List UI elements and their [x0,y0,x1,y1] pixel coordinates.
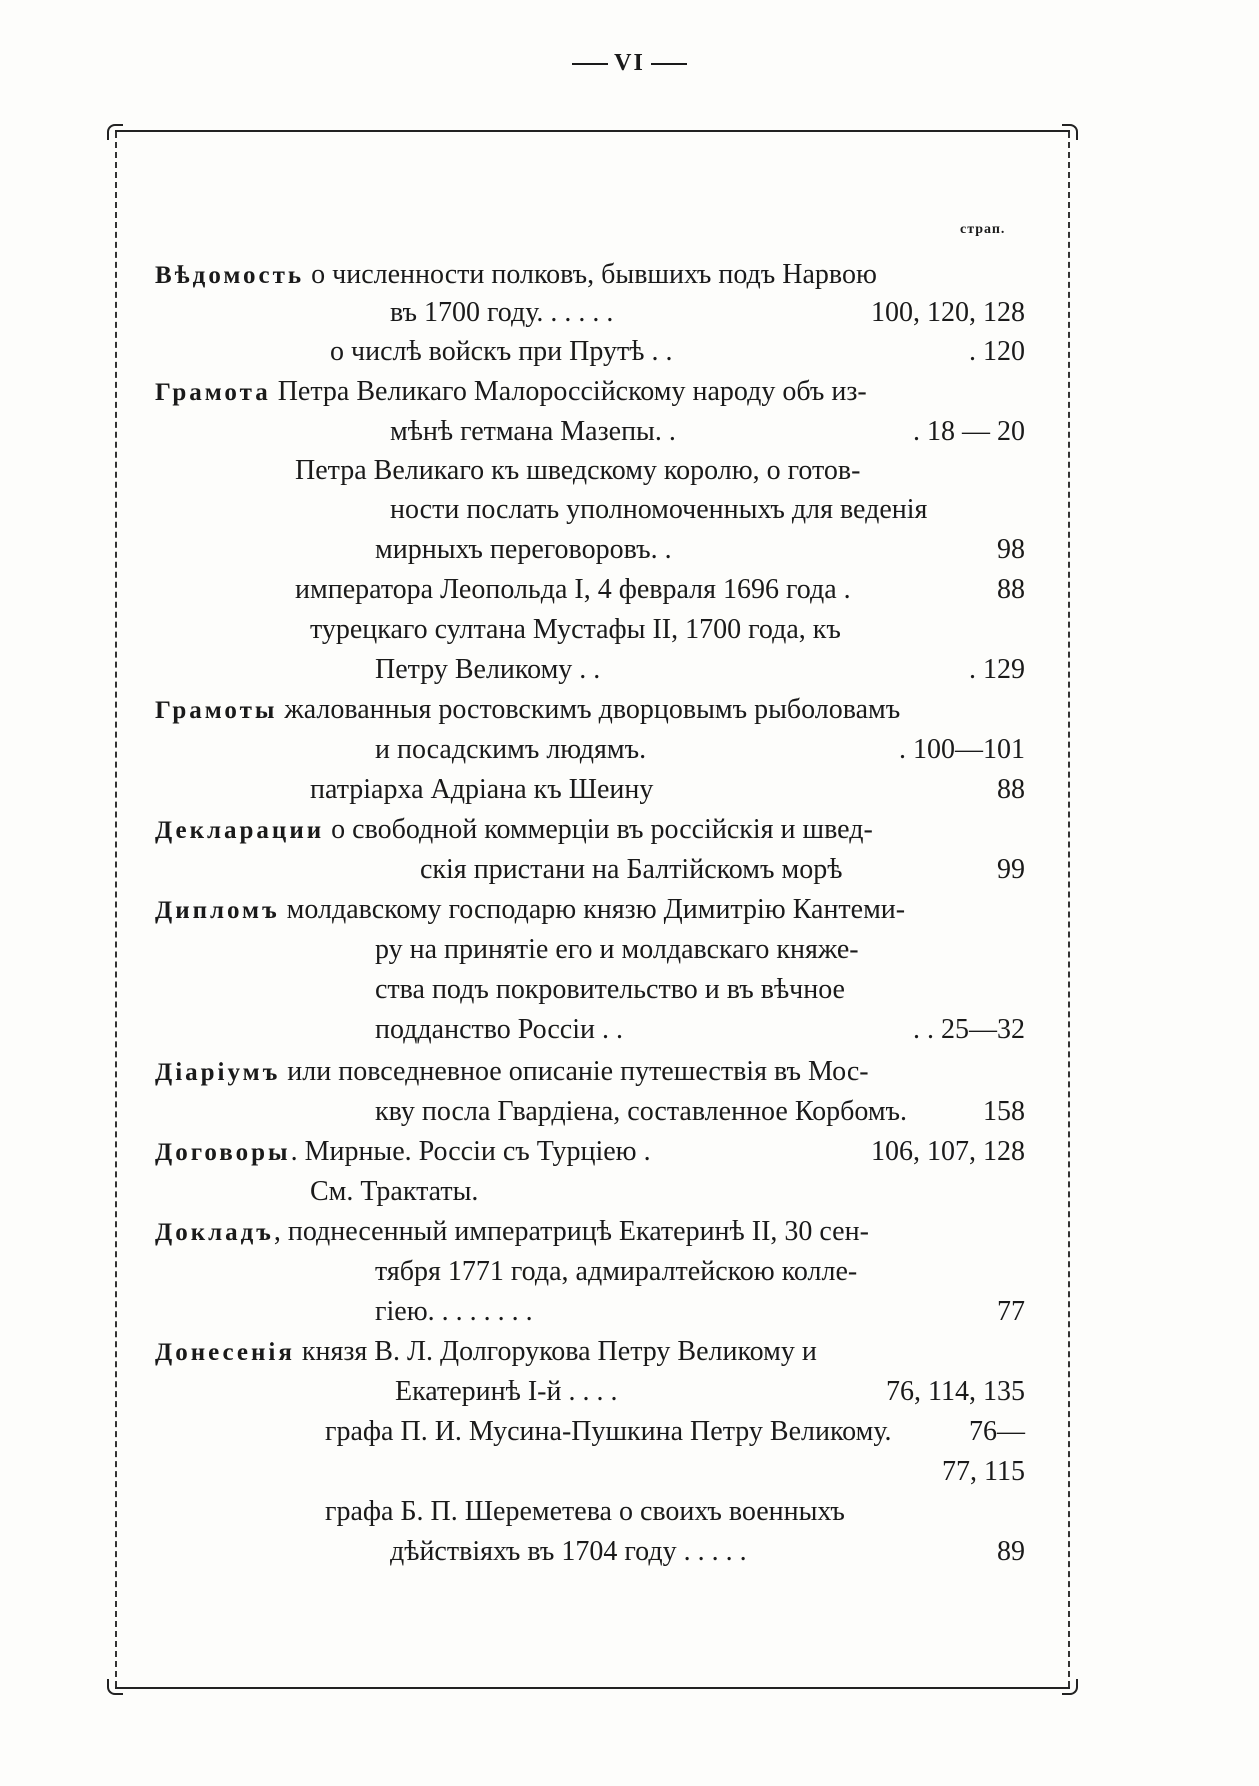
index-line-text [390,293,613,333]
index-description: Петра Великаго Малороссійскому народу объ из- [270,376,867,407]
index-line-text [390,412,676,452]
index-page-ref: . . 25—32 [913,1014,1025,1045]
index-keyword: Договоры [155,1139,291,1166]
index-line [310,1172,1025,1212]
index-line [375,530,1025,570]
index-line-text [375,930,859,970]
frame-corner-top-left [107,124,123,140]
index-line-text [375,1292,533,1332]
index-keyword: Грамоты [155,697,278,724]
frame-corner-bottom-left [107,1679,123,1695]
index-description: о численности полковъ, бывшихъ подъ Нарвою [304,259,877,290]
index-line [155,372,1025,412]
index-line [325,1492,1025,1532]
index-line [155,1332,1025,1372]
index-page-ref: . 120 [969,336,1025,367]
index-description: ру на принятіе его и молдавскаго княже- [375,934,859,965]
index-description: или повседневное описаніе путешествія въ Мос- [280,1056,869,1087]
index-line [375,1010,1025,1050]
index-description: графа П. И. Мусина-Пушкина Петру Великому. [325,1416,892,1447]
index-keyword: Дипломъ [155,897,280,924]
index-line [375,650,1025,690]
index-description: жалованныя ростовскимъ дворцовымъ рыболовамъ [277,694,901,725]
index-page-ref: 98 [997,534,1025,565]
index-line [155,255,1025,295]
index-line [310,770,1025,810]
index-line [295,451,1025,491]
index-description: скія пристани на Балтійскомъ морѣ [420,854,843,885]
index-line-text [310,770,653,810]
index-line-text [155,810,873,851]
index-page-ref: 76— [969,1416,1025,1447]
right-ornament [651,63,687,65]
index-line-text [310,1172,478,1212]
index-page-ref: 99 [997,854,1025,885]
index-line [375,930,1025,970]
index-page-ref: 88 [997,774,1025,805]
index-line [390,293,1025,333]
frame-right-border [1068,132,1070,1687]
index-line [155,810,1025,850]
index-description: Петру Великому . . [375,654,601,685]
index-description: князя В. Л. Долгорукова Петру Великому и [294,1336,817,1367]
index-description: тября 1771 года, адмиралтейскою колле- [375,1256,858,1287]
index-line [390,1532,1025,1572]
index-page-ref: . 18 — 20 [913,416,1025,447]
index-line-text [310,610,841,650]
index-line [155,690,1025,730]
index-keyword: Грамота [155,379,271,406]
index-line [375,1252,1025,1292]
index-page-ref: 88 [997,574,1025,605]
index-keyword: Вѣдомость [155,262,305,289]
index-line-text [375,530,672,570]
index-line [375,730,1025,770]
index-line [295,570,1025,610]
index-description: дѣйствіяхъ въ 1704 году . . . . . [390,1536,747,1567]
index-description: въ 1700 году. . . . . . [390,297,614,328]
index-line [310,610,1025,650]
index-description: . Мирные. Россіи съ Турціею . [290,1136,651,1167]
index-line-text [330,332,672,372]
index-line-text [155,1212,869,1253]
index-line-text [325,1412,892,1452]
index-description: ства подъ покровительство и въ вѣчное [375,974,845,1005]
index-line-text [375,650,600,690]
index-description: о свободной коммерціи въ россійскія и швед- [324,814,873,845]
index-description: Екатеринѣ I-й . . . . [395,1376,618,1407]
index-line-text [375,1010,623,1050]
index-line [375,1092,1025,1132]
index-line [420,850,1025,890]
index-line [390,490,1025,530]
index-line-text [295,451,860,491]
index-line-text [295,570,851,610]
index-description: кву посла Гвардіена, составленное Корбомъ. [375,1096,908,1127]
index-page-ref: 158 [983,1096,1025,1127]
index-line-text [420,850,842,890]
index-line-text [375,1092,907,1132]
index-line-text [155,1132,651,1173]
index-line-text [375,1252,857,1292]
page-number-text: VI [614,50,645,76]
index-line [155,1132,1025,1172]
index-line-text [395,1372,617,1412]
index-line-text [325,1492,845,1532]
index-line [155,1212,1025,1252]
index-keyword: Діаріумъ [155,1059,281,1086]
index-line-text [155,255,877,296]
index-description: графа Б. П. Шереметева о своихъ военныхъ [325,1496,845,1527]
index-page-ref: 77, 115 [942,1456,1025,1487]
index-line [390,412,1025,452]
index-description: и посадскимъ людямъ. [375,734,647,765]
index-description: гіею. . . . . . . . [375,1296,533,1327]
index-line-text [155,1052,869,1093]
index-line [0,1452,1025,1492]
index-page-ref: 100, 120, 128 [871,297,1025,328]
index-description: См. Трактаты. [310,1176,479,1207]
index-description: Петра Великаго къ шведскому королю, о готов- [295,455,861,486]
index-description: молдавскому господарю князю Димитрію Кантеми- [279,894,906,925]
index-line-text [390,1532,747,1572]
index-line [330,332,1025,372]
index-keyword: Донесенія [155,1339,295,1366]
index-page-ref: 106, 107, 128 [871,1136,1025,1167]
index-line-text [155,690,900,731]
index-line-text [375,730,646,770]
index-line [155,890,1025,930]
index-page-ref: . 129 [969,654,1025,685]
index-page-ref: 76, 114, 135 [886,1376,1025,1407]
index-page-ref: 77 [997,1296,1025,1327]
index-page-ref: . 100—101 [899,734,1025,765]
page-number [0,50,1259,77]
index-line [325,1412,1025,1452]
index-description: , поднесенный императрицѣ Екатеринѣ II, 30 сен- [273,1216,869,1247]
frame-corner-top-right [1062,124,1078,140]
index-line [395,1372,1025,1412]
index-line-text [155,372,867,413]
index-line [375,1292,1025,1332]
page-column-header: страп. [960,222,1006,237]
index-keyword: Докладъ [155,1219,274,1246]
index-line [375,970,1025,1010]
frame-corner-bottom-right [1062,1679,1078,1695]
index-page-ref: 89 [997,1536,1025,1567]
index-description: ности послать уполномоченныхъ для веденія [390,494,928,525]
index-line-text [155,1332,817,1373]
index-line-text [375,970,845,1010]
index-description: императора Леопольда I, 4 февраля 1696 года . [295,574,851,605]
index-line-text [155,890,905,931]
left-ornament [572,63,608,65]
index-description: патріарха Адріана къ Шеину [310,774,654,805]
index-description: турецкаго султана Мустафы II, 1700 года, къ [310,614,841,645]
index-keyword: Декларации [155,817,325,844]
index-line-text [390,490,927,530]
index-line [155,1052,1025,1092]
index-description: о числѣ войскъ при Прутѣ . . [330,336,673,367]
index-description: мѣнѣ гетмана Мазепы. . [390,416,676,447]
index-description: подданство Россіи . . [375,1014,623,1045]
index-description: мирныхъ переговоровъ. . [375,534,672,565]
